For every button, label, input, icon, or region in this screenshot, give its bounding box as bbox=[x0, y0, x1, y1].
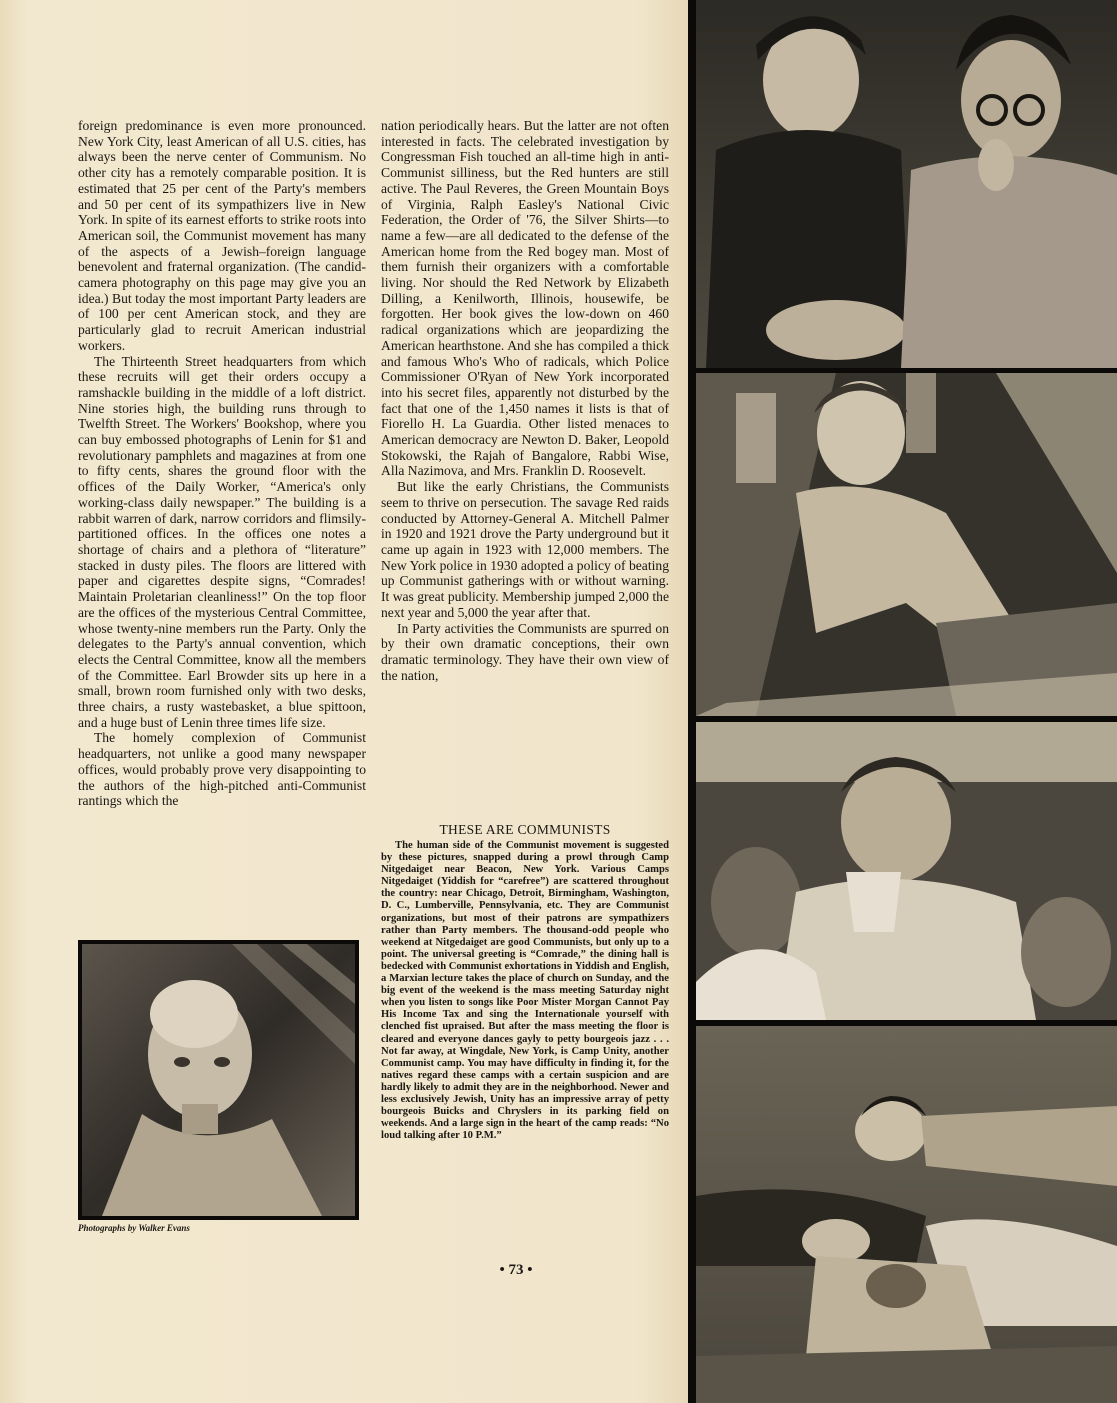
photo-young-couple bbox=[696, 0, 1117, 368]
article-column-1 bbox=[78, 118, 366, 809]
photo-shaved-head-boy bbox=[78, 940, 359, 1220]
caption-text: The human side of the Communist movement is suggested by these pictures, snapped during a prowl through Camp Nitgedaiget near Beacon, New York. Various Camps Nitgedaiget (Yiddish for “carefree”) are scattered throughout the country: near Chicago, Detroit, Birmingham, Washington, D. C., Lumberville, Pennsylvania, etc. They are Communist organizations, but most of their patrons are sympathizers rather than Party members. The thousand-odd people who weekend at Nitgedaiget are good Communists, but only up to a point. The universal greeting is “Comrade,” the dining hall is bedecked with Communist exhortations in Yiddish and English, a Marxian lecture takes the place of church on Sunday, and the big event of the weekend is the mass meeting Saturday night when you listen to songs like Poor Mister Morgan Cannot Pay His Income Tax and sing the Internationale yourself with clenched fist upraised. But after the mass meeting the floor is cleared and everyone dances gayly to petty bourgeois jazz . . . Not far away, at Wingdale, New York, is Camp Unity, another Communist camp. You may have difficulty in finding it, for the natives regard these camps with a certain suspicion and are hardly likely to admit they are in the neighborhood. Newer and less exclusively Jewish, Unity has an impressive array of petty bourgeois Buicks and Chryslers in its parking field on weekends. And a large sign in the heart of the camp reads: “No loud talking after 10 P.M.” bbox=[381, 840, 669, 1142]
paragraph: foreign predominance is even more pronounced. New York City, least American of all U.S. cities, has always been the nerve center of Communism. No other city has a remotely comparable position. It is estimated that 25 per cent of the Party's members and 50 per cent of its sympathizers live in New York. In spite of its earnest efforts to strike roots into American soil, the Communist movement has many of the aspects of a Jewish–foreign language benevolent and fraternal organization. (The candid-camera photography on this page may give you an idea.) But today the most important Party leaders are of 100 per cent American stock, and they are particularly glad to recruit American industrial workers. bbox=[78, 118, 366, 353]
paragraph: But like the early Christians, the Communists seem to thrive on persecution. The savage Red raids conducted by Attorney-General A. Mitchell Palmer in 1920 and 1921 drove the Party underground but it came up again in 1923 with 12,000 members. The New York police in 1930 adopted a policy of beating up Communist gatherings with or without warning. It was great publicity. Membership jumped 2,000 the next year and 5,000 the year after that. bbox=[381, 479, 669, 620]
photo-woman-sunbathing bbox=[696, 373, 1117, 716]
paragraph: nation periodically hears. But the latter are not often interested in facts. The celebrated investigation by Congressman Fish touched an all-time high in anti-Communist silliness, but the Red hunters are still active. The Paul Reveres, the Green Mountain Boys of Virginia, Ralph Easley's National Civic Federation, the Order of '76, the Silver Shirts—to name a few—are all dedicated to the defense of the American home from the Red bogey man. Most of them furnish their organizers with a comfortable living. Nor should the Red Network by Elizabeth Dilling, a Kenilworth, Illinois, housewife, be forgotten. Her book gives the low-down on 460 radical organizations which are jeopardizing the American hearthstone. And she has compiled a thick and famous Who's Who of radicals, which Police Commissioner O'Ryan of New York incorporated into his secret files, apparently not disturbed by the fact that one of the 1,450 names it lists is that of Fiorello H. La Guardia. Other listed menaces to American democracy are Newton D. Baker, Leopold Stokowski, the Rajah of Bangalore, Rabbi Wise, Alla Nazimova, and Mrs. Franklin D. Roosevelt. bbox=[381, 118, 669, 479]
photo-people-lying-on-grass bbox=[696, 1026, 1117, 1403]
page-number: • 73 • bbox=[499, 1262, 533, 1278]
paragraph: In Party activities the Communists are spurred on by their own dramatic conceptions, their own dramatic terminology. They have their own view of the nation, bbox=[381, 620, 669, 683]
paragraph: The Thirteenth Street headquarters from which these recruits will get their orders occupy a ramshackle building in the middle of a loft district. Nine stories high, the building runs through to Twelfth Street. The Workers' Bookshop, where you can buy embossed photographs of Lenin for $1 and revolutionary pamphlets and magazines at from one to fifty cents, shares the ground floor with the offices of the Daily Worker, “America's only working-class daily newspaper.” The building is a rabbit warren of dark, narrow corridors and flimsily-partitioned offices. In the offices one notes a shortage of chairs and a plethora of “literature” stacked in dusty piles. The floors are littered with paper and cigarettes despite signs, “Comrades! Maintain Proletarian cleanliness!” On the top floor are the offices of the mysterious Central Committee, whose twenty-nine members run the Party. Only the delegates to the Party's annual convention, which elects the Central Committee, know all the members of the Committee. Earl Browder sits up here in a small, brown room furnished only with two desks, three chairs, a rusty wastebasket, a blue spittoon, and a huge bust of Lenin three times life size. bbox=[78, 353, 366, 730]
article-column-2 bbox=[381, 118, 669, 683]
photo-credit: Photographs by Walker Evans bbox=[78, 1223, 190, 1233]
sidebar-title: THESE ARE COMMUNISTS bbox=[439, 822, 611, 837]
paragraph: The homely complexion of Communist headquarters, not unlike a good many newspaper offices, would probably prove very disappointing to the authors of the high-pitched anti-Communist rantings which the bbox=[78, 730, 366, 809]
photo-man-drinking-cup bbox=[696, 722, 1117, 1020]
sidebar-caption bbox=[381, 840, 669, 1142]
